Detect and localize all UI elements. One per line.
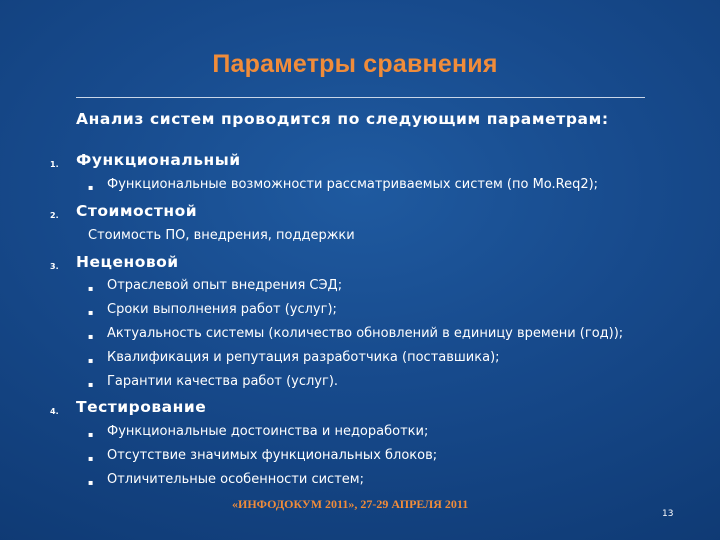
slide-title: Параметры сравнения <box>212 50 498 78</box>
list-item: Отличительные особенности систем; <box>107 472 364 487</box>
page-number: 13 <box>662 509 674 519</box>
list-item: Сроки выполнения работ (услуг); <box>107 302 337 317</box>
list-item: Гарантии качества работ (услуг). <box>107 374 339 389</box>
bullet-icon: ▪ <box>88 454 94 463</box>
section-number-1: 1. <box>50 160 59 169</box>
list-item: Квалификация и репутация разработчика (поставшика); <box>107 350 500 365</box>
section-heading-testing: Тестирование <box>76 398 207 416</box>
section-note: Стоимость ПО, внедрения, поддержки <box>88 228 355 243</box>
section-heading-functional: Функциональный <box>76 151 241 169</box>
bullet-icon: ▪ <box>88 478 94 487</box>
section-number-3: 3. <box>50 262 59 271</box>
list-item: Актуальность системы (количество обновлений в единицу времени (год)); <box>107 326 624 341</box>
bullet-icon: ▪ <box>88 332 94 341</box>
title-divider <box>76 97 645 98</box>
bullet-icon: ▪ <box>88 284 94 293</box>
section-heading-nonprice: Неценовой <box>76 253 179 271</box>
bullet-icon: ▪ <box>88 356 94 365</box>
list-item: Отсутствие значимых функциональных блоков; <box>107 448 438 463</box>
bullet-icon: ▪ <box>88 308 94 317</box>
list-item: Отраслевой опыт внедрения СЭД; <box>107 278 343 293</box>
bullet-icon: ▪ <box>88 380 94 389</box>
section-number-4: 4. <box>50 407 59 416</box>
bullet-icon: ▪ <box>88 183 94 192</box>
list-item: Функциональные достоинства и недоработки; <box>107 424 429 439</box>
intro-text: Анализ систем проводится по следующим параметрам: <box>76 110 609 128</box>
list-item: Функциональные возможности рассматриваемых систем (по Mo.Req2); <box>107 177 599 192</box>
section-heading-cost: Стоимостной <box>76 202 198 220</box>
section-number-2: 2. <box>50 211 59 220</box>
bullet-icon: ▪ <box>88 430 94 439</box>
footer-text: «ИНФОДОКУМ 2011», 27-29 АПРЕЛЯ 2011 <box>232 497 469 511</box>
